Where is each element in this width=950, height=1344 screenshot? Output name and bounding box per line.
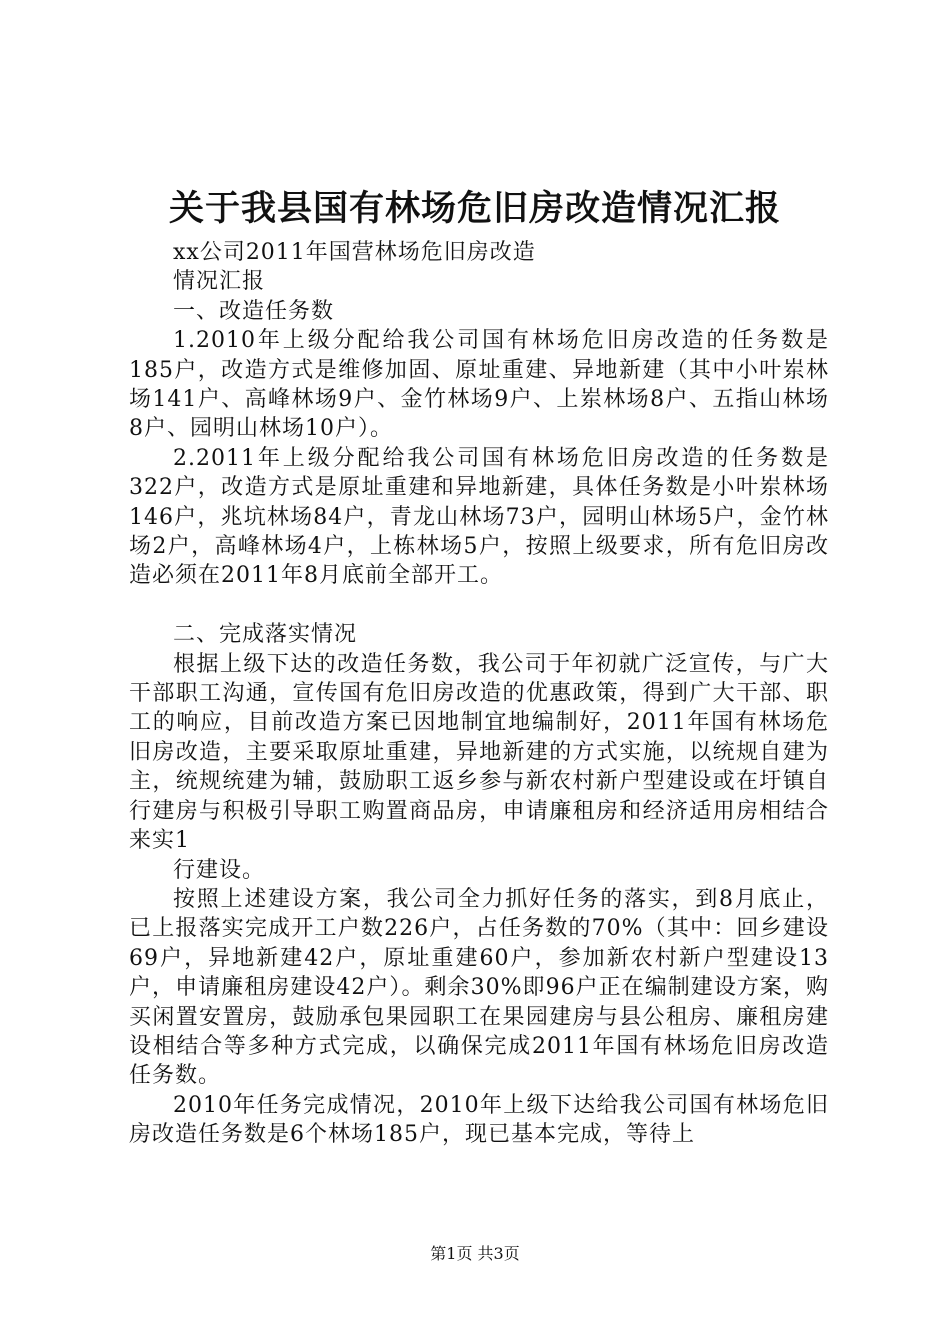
paragraph-progress: 按照上述建设方案，我公司全力抓好任务的落实，到8月底止，已上报落实完成开工户数226户，占任务数的70%（其中：回乡建设69户，异地新建42户，原址重建60户，参加新农村新户型建设13户，申请廉租房建设42户）。剩余30%即96户正在编制建设方案，购买闲置安置房，鼓励承包果园职工在果园建房与县公租房、廉租房建设相结合等多种方式完成，以确保完成2011年国有林场危旧房改造任务数。 [129, 886, 829, 1089]
page-footer: 第1页 共3页 [430, 1244, 520, 1263]
document-body [129, 238, 829, 1150]
paragraph-implementation: 根据上级下达的改造任务数，我公司于年初就广泛宣传，与广大干部职工沟通，宣传国有危旧房改造的优惠政策，得到广大干部、职工的响应，目前改造方案已因地制宜地编制好，2011年国有林场危旧房改造，主要采取原址重建，异地新建的方式实施，以统规自建为主，统规统建为辅，鼓励职工返乡参与新农村新户型建设或在圩镇自行建房与积极引导职工购置商品房，申请廉租房和经济适用房相结合来实1 [129, 651, 829, 854]
section-heading-1: 一、改造任务数 [173, 298, 335, 324]
subtitle-line-1: xx公司2011年国营林场危旧房改造 [173, 240, 536, 265]
section-heading-2: 二、完成落实情况 [173, 622, 358, 648]
document-title: 关于我县国有林场危旧房改造情况汇报 [168, 189, 781, 229]
paragraph-task-2011: 2.2011年上级分配给我公司国有林场危旧房改造的任务数是322户，改造方式是原址重建和异地新建，具体任务数是小叶岽林场146户，兆坑林场84户，青龙山林场73户，园明山林场5户，金竹林场2户，高峰林场4户，上栋林场5户，按照上级要求，所有危旧房改造必须在2011年8月底前全部开工。 [129, 445, 829, 589]
paragraph-task-2010: 1.2010年上级分配给我公司国有林场危旧房改造的任务数是185户，改造方式是维修加固、原址重建、异地新建（其中小叶岽林场141户、高峰林场9户、金竹林场9户、上岽林场8户、五指山林场8户、园明山林场10户）。 [129, 328, 829, 442]
subtitle-line-2: 情况汇报 [173, 269, 266, 295]
paragraph-implementation-cont: 行建设。 [173, 857, 266, 883]
paragraph-2010-completion: 2010年任务完成情况，2010年上级下达给我公司国有林场危旧房改造任务数是6个林场185户，现已基本完成，等待上 [129, 1092, 829, 1148]
